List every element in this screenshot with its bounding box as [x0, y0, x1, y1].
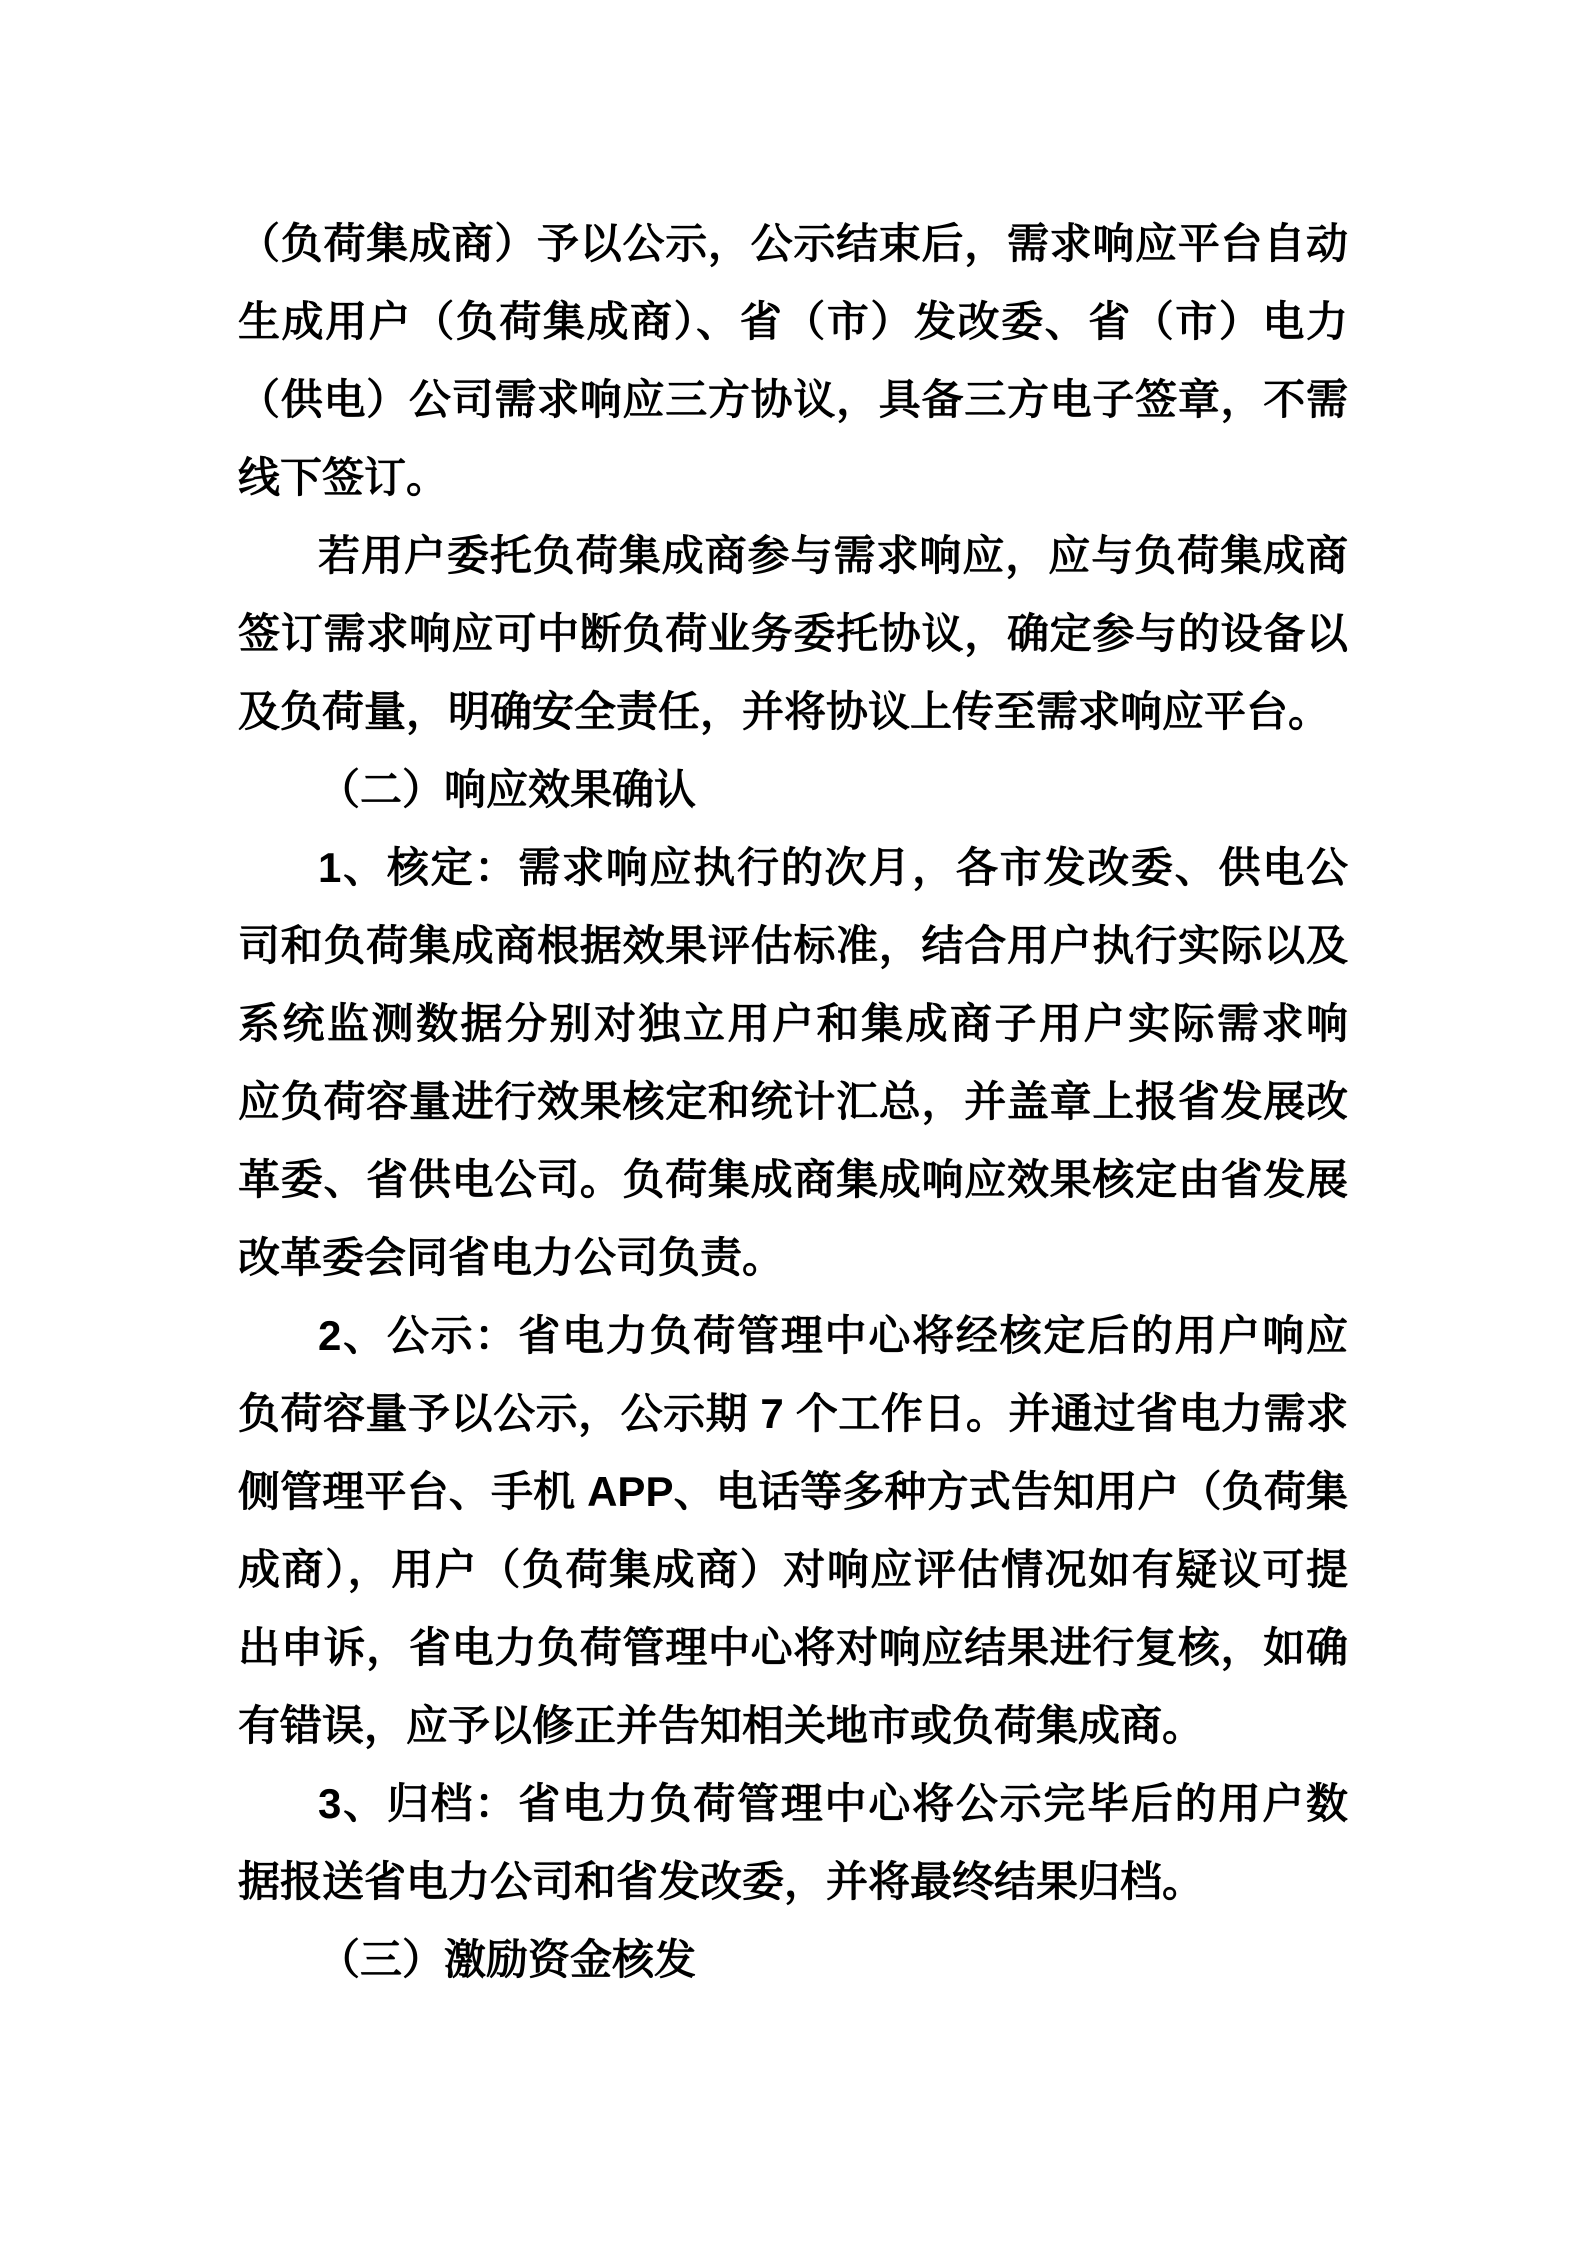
paragraph: [238, 205, 1348, 517]
text-line: 3、归档：省电力负荷管理中心将公示完毕后的用户数: [318, 1780, 1348, 1827]
text-line: （供电）公司需求响应三方协议，具备三方电子签章，不需: [238, 376, 1348, 423]
text-line: 若用户委托负荷集成商参与需求响应，应与负荷集成商: [318, 532, 1348, 579]
text-line: 签订需求响应可中断负荷业务委托协议，确定参与的设备以: [238, 610, 1348, 657]
text-line: 系统监测数据分别对独立用户和集成商子用户实际需求响: [238, 1000, 1348, 1047]
paragraph-numbered-item: [238, 1765, 1348, 1921]
text-line: 据报送省电力公司和省发改委，并将最终结果归档。: [238, 1858, 1205, 1905]
section-heading-line: （二）响应效果确认: [318, 766, 697, 813]
text-line: 成商），用户（负荷集成商）对响应评估情况如有疑议可提: [238, 1546, 1348, 1593]
text-line: 有错误，应予以修正并告知相关地市或负荷集成商。: [238, 1702, 1205, 1749]
text-line: 侧管理平台、手机 APP、电话等多种方式告知用户（负荷集: [238, 1468, 1348, 1515]
text-line: 出申诉，省电力负荷管理中心将对响应结果进行复核，如确: [238, 1624, 1348, 1671]
text-line: （负荷集成商）予以公示，公示结束后，需求响应平台自动: [238, 220, 1348, 267]
text-line: 负荷容量予以公示，公示期 7 个工作日。并通过省电力需求: [238, 1390, 1348, 1437]
text-line: 革委、省供电公司。负荷集成商集成响应效果核定由省发展: [238, 1156, 1348, 1203]
text-line: 1、核定：需求响应执行的次月，各市发改委、供电公: [318, 844, 1348, 891]
section-heading-line: （三）激励资金核发: [318, 1936, 697, 1983]
text-line: 生成用户（负荷集成商）、省（市）发改委、省（市）电力: [238, 298, 1348, 345]
paragraph-numbered-item: [238, 1297, 1348, 1765]
text-line: 司和负荷集成商根据效果评估标准，结合用户执行实际以及: [238, 922, 1348, 969]
paragraph-numbered-item: [238, 829, 1348, 1297]
text-line: 线下签订。: [238, 454, 449, 501]
document-text-block: [238, 205, 1348, 1999]
paragraph: [238, 517, 1348, 751]
text-line: 2、公示：省电力负荷管理中心将经核定后的用户响应: [318, 1312, 1348, 1359]
paragraph-section-heading: [238, 1921, 1348, 1999]
text-line: 改革委会同省电力公司负责。: [238, 1234, 785, 1281]
text-line: 及负荷量，明确安全责任，并将协议上传至需求响应平台。: [238, 688, 1331, 735]
paragraph-section-heading: [238, 751, 1348, 829]
text-line: 应负荷容量进行效果核定和统计汇总，并盖章上报省发展改: [238, 1078, 1348, 1125]
